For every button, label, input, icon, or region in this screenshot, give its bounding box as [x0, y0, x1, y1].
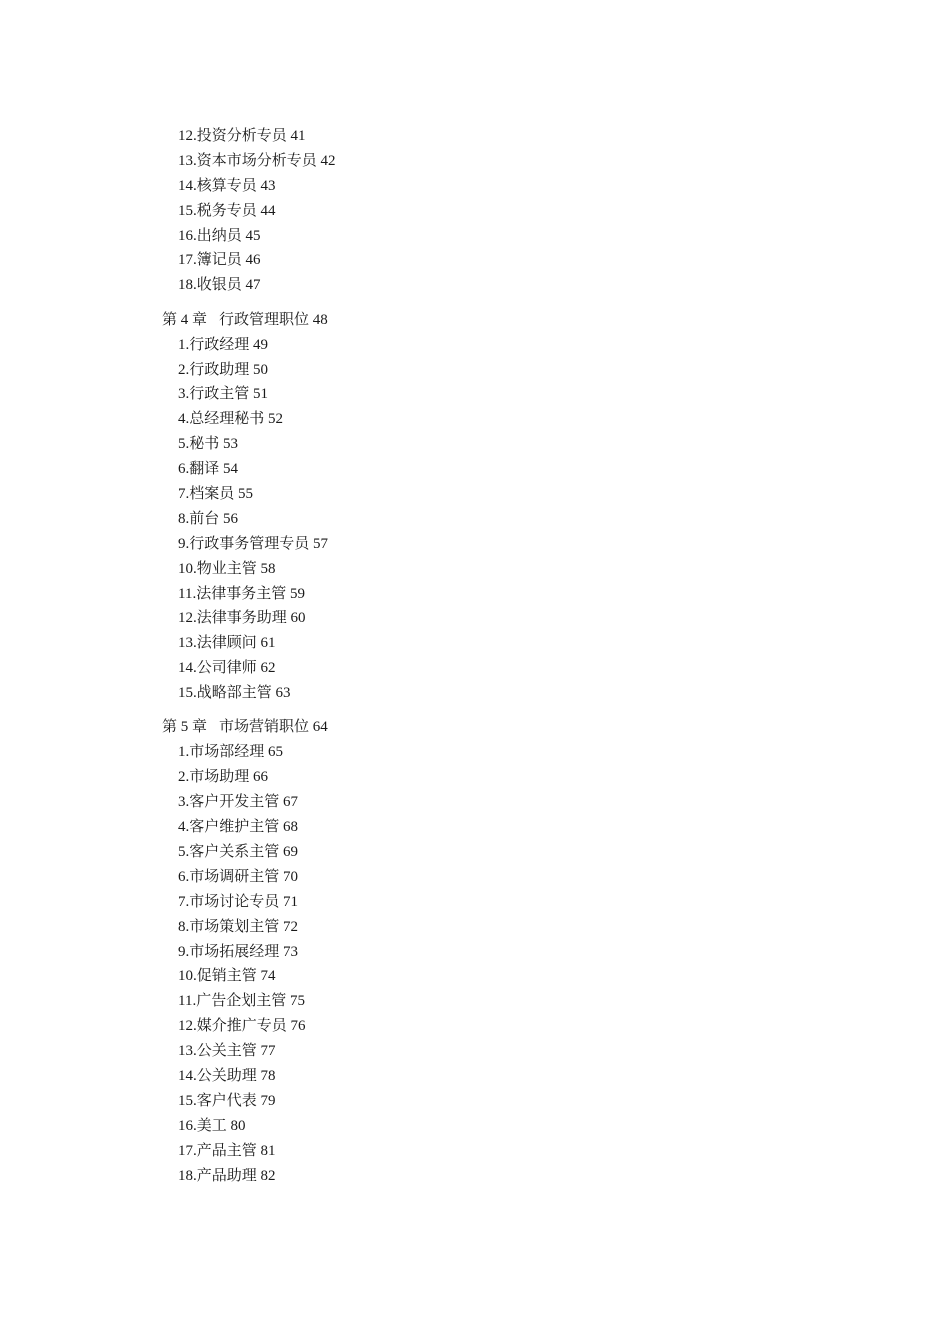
- toc-entry: 4.总经理秘书 52: [178, 411, 284, 428]
- toc-entry: 1.行政经理 49: [178, 336, 269, 353]
- toc-entry: 15.税务专员 44: [178, 202, 276, 219]
- toc-entry: 16.出纳员 45: [178, 227, 261, 244]
- toc-entry: 9.市场拓展经理 73: [178, 943, 299, 960]
- toc-entry: 6.翻译 54: [178, 461, 239, 478]
- chapter-title: 行政管理职位 48: [219, 311, 328, 328]
- toc-entry: 12.媒介推广专员 76: [178, 1018, 306, 1035]
- toc-entry: 13.法律顾问 61: [178, 635, 276, 652]
- toc-section-chapter-5: [162, 715, 762, 1188]
- toc-entry: 14.公司律师 62: [178, 660, 276, 677]
- chapter-number: 第 5 章: [162, 719, 208, 736]
- toc-entry: 11.广告企划主管 75: [178, 993, 305, 1010]
- toc-entry: 13.公关主管 77: [178, 1043, 276, 1060]
- table-of-contents: [162, 124, 762, 1188]
- chapter-number: 第 4 章: [162, 311, 208, 328]
- toc-entry: 12.法律事务助理 60: [178, 610, 306, 627]
- toc-section-chapter-4: [162, 308, 762, 706]
- toc-entry: 12.投资分析专员 41: [178, 128, 306, 144]
- toc-entry: 18.收银员 47: [178, 277, 261, 294]
- toc-entry: 18.产品助理 82: [178, 1167, 276, 1184]
- toc-entry: 14.公关助理 78: [178, 1067, 276, 1084]
- toc-entry: 17.产品主管 81: [178, 1142, 276, 1159]
- toc-entry: 4.客户维护主管 68: [178, 819, 299, 836]
- toc-entry: 10.物业主管 58: [178, 560, 276, 577]
- toc-entry: 5.秘书 53: [178, 436, 239, 453]
- toc-entry: 15.客户代表 79: [178, 1092, 276, 1109]
- chapter-title: 市场营销职位 64: [219, 719, 328, 736]
- toc-entry: 8.市场策划主管 72: [178, 918, 299, 935]
- toc-entry: 17.簿记员 46: [178, 252, 261, 269]
- toc-entry: 11.法律事务主管 59: [178, 585, 305, 602]
- toc-entry: 3.行政主管 51: [178, 386, 269, 403]
- toc-section-continued: [162, 124, 762, 298]
- toc-entry: 2.市场助理 66: [178, 769, 269, 786]
- chapter-heading: [162, 715, 762, 740]
- toc-entry: 3.客户开发主管 67: [178, 794, 299, 811]
- toc-entry: 15.战略部主管 63: [178, 685, 291, 702]
- toc-entry: 7.市场讨论专员 71: [178, 893, 299, 910]
- toc-entry: 2.行政助理 50: [178, 361, 269, 378]
- toc-entry: 1.市场部经理 65: [178, 744, 284, 761]
- toc-entry: 16.美工 80: [178, 1117, 246, 1134]
- toc-entry: 7.档案员 55: [178, 485, 254, 502]
- toc-entry: 5.客户关系主管 69: [178, 843, 299, 860]
- toc-entry: 14.核算专员 43: [178, 177, 276, 194]
- toc-entry: 10.促销主管 74: [178, 968, 276, 985]
- toc-entry: 6.市场调研主管 70: [178, 868, 299, 885]
- toc-entry: 9.行政事务管理专员 57: [178, 535, 329, 552]
- chapter-heading: [162, 308, 762, 333]
- toc-entry: 13.资本市场分析专员 42: [178, 152, 336, 169]
- toc-entry: 8.前台 56: [178, 510, 239, 527]
